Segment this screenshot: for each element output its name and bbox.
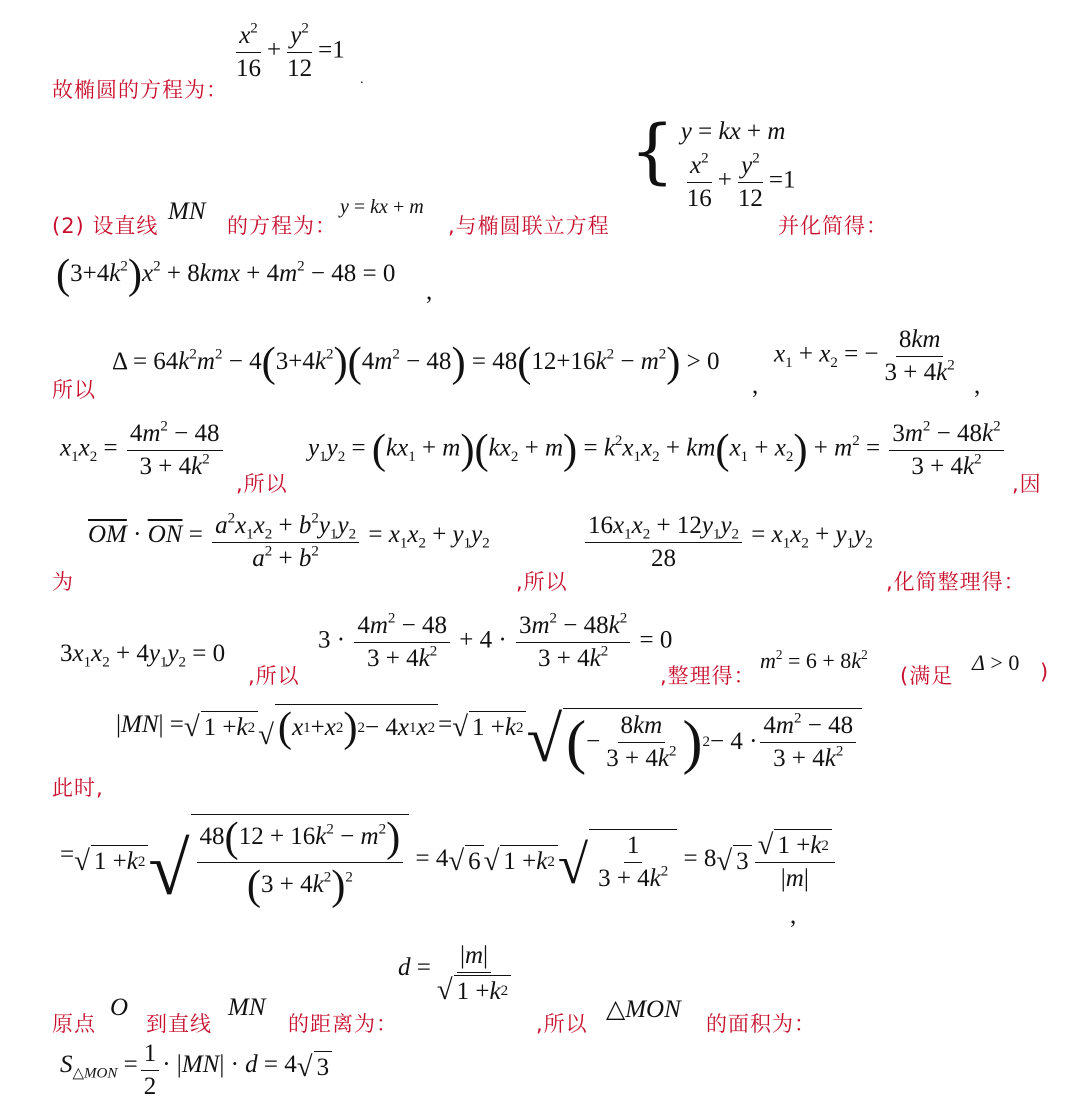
formula-product-roots: $x_1x_2$ = $\frac{4m^2 - 48}{3 + 4k^2}$ xyxy=(60,420,226,480)
text-close-paren: ) xyxy=(1040,660,1050,684)
formula-O: O xyxy=(110,994,129,1021)
text-combine-ellipse: ,与椭圆联立方程 xyxy=(448,214,610,238)
formula-dot-product: $\overline{OM} \cdot \overline{ON}$ = $\frac{a^2x_1x_2 + b^2y_1y_2}{a^2 + b^2}$ = $x_1x_2 + y_1y_2$ xyxy=(88,510,490,572)
text-origin: 原点 xyxy=(52,1012,96,1036)
text-satisfy: (满足 xyxy=(900,664,954,688)
formula-quadratic: $(3+4k^2)x^2 + 8kmx + 4m^2 - 48 = 0$ xyxy=(56,251,396,298)
formula-triangle-MON: △MON xyxy=(606,996,681,1023)
text-at-this-time: 此时, xyxy=(52,776,104,800)
formula-delta-positive: Δ > 0 xyxy=(972,650,1020,675)
formula-sum-roots: $x_1 + x_2$ = − $\frac{8km}{3 + 4k^2}$ xyxy=(774,326,955,386)
text-arrange: ,整理得： xyxy=(660,664,756,688)
comma-2: , xyxy=(752,372,759,399)
formula-MN: MN xyxy=(168,198,206,225)
formula-area: $S_{\triangle MON}$ = $\frac{1}{2}$ · |MN| · d = 4 √ 3 xyxy=(60,1040,332,1100)
formula-system: { y = kx + m $\frac{x^2}{16}$ + $\frac{y^2}{12}$ =1 xyxy=(630,110,796,212)
text-distance: 的距离为： xyxy=(288,1012,398,1036)
formula-MN-2: MN xyxy=(228,994,266,1021)
formula-weighted: $\frac{16x_1x_2 + 12y_1y_2}{28}$ = $x_1x_2 + y_1y_2$ xyxy=(582,512,873,572)
text-therefore-5: ,所以 xyxy=(536,1012,588,1036)
formula-3x1x2: $3x_1x_2 + 4y_1y_2 = 0$ xyxy=(60,640,226,671)
text-therefore-4: ,所以 xyxy=(248,664,300,688)
formula-chord-length: |MN| = √ 1 + k 2 √ ( x 1 + x 2 ) 2 − 4 x 1 x 2 = √ 1 + k 2 √ ( − $\frac{8km}{3 + 4k^2}$ ) 2 − 4 · $\frac{4m^2 - 48}{3 + 4k^2}$ xyxy=(116,708,862,773)
text-to-line: 到直线 xyxy=(146,1012,212,1036)
text-ellipse-equation-intro: 故椭圆的方程为： xyxy=(52,78,228,102)
text-part2-intro: (2) 设直线 xyxy=(52,214,159,238)
text-is: 为 xyxy=(52,570,74,594)
comma-4: , xyxy=(790,902,797,929)
comma-1: , xyxy=(426,278,433,305)
formula-distance: d = |m| √ 1 + k 2 xyxy=(398,942,517,1005)
text-therefore-1: 所以 xyxy=(52,378,96,402)
formula-ellipse: $\frac{x^2}{16}$ + $\frac{y^2}{12}$ =1 xyxy=(236,20,345,82)
formula-m-squared: $m^2 = 6 + 8k^2$ xyxy=(760,646,868,673)
period-mark: . xyxy=(360,72,364,87)
text-therefore-3: ,所以 xyxy=(516,570,568,594)
text-simplify: 并化简得： xyxy=(778,214,888,238)
formula-substituted: 3 · $\frac{4m^2 - 48}{3 + 4k^2}$ + 4 · $\frac{3m^2 - 48k^2}{3 + 4k^2}$ = 0 xyxy=(318,610,673,672)
formula-y1y2: $y_1y_2 = (kx_1 + m)(kx_2 + m) = k^2x_1x_2 + km(x_1 + x_2) + m^2$ = $\frac{3m^2 - 48k^2}{3 + 4k^2}$ xyxy=(308,420,1007,480)
comma-3: , xyxy=(974,372,981,399)
text-because: ,因 xyxy=(1012,472,1042,496)
text-simplify-2: ,化简整理得： xyxy=(886,570,1026,594)
formula-chord-simplified: = √ 1 + k 2 √ $\frac{48(12 + 16k^2 - m^2)}{(3 + 4k^2)^2}$ = 4 √ 6 √ 1 + k 2 √ $\frac{1}{3 + 4k^2}$ = 8 √ 3 √ 1 + k 2 |m| xyxy=(60,814,838,907)
text-line-equation-label: 的方程为： xyxy=(227,214,337,238)
text-therefore-2: ,所以 xyxy=(236,472,288,496)
formula-line: y = kx + m xyxy=(340,196,424,218)
formula-discriminant: $\Delta = 64k^2m^2 - 4(3+4k^2)(4m^2 - 48) = 48(12+16k^2 - m^2) > 0$ xyxy=(112,339,720,386)
text-area: 的面积为： xyxy=(706,1012,816,1036)
